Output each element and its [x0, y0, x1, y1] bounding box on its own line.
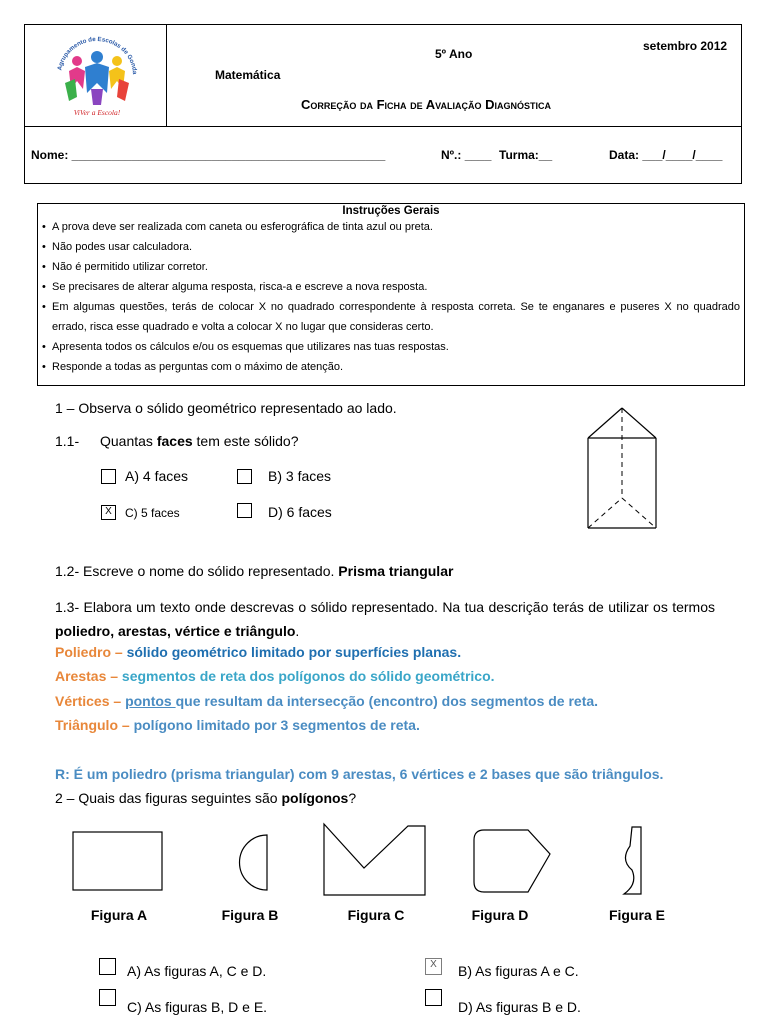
q11-option-a-checkbox[interactable]	[101, 469, 116, 484]
instruction-item: • A prova deve ser realizada com caneta ou esferográfica de tinta azul ou preta.	[42, 217, 740, 237]
figure-e-shape	[624, 827, 641, 894]
q11-option-c-checkbox[interactable]: X	[101, 505, 116, 520]
q11-option-d-label: D) 6 faces	[268, 504, 332, 520]
q11-text: Quantas faces tem este sólido?	[100, 433, 299, 449]
date-field: Data: ___/____/____	[609, 148, 723, 162]
q11-option-b-label: B) 3 faces	[268, 468, 332, 484]
figure-d-shape	[474, 830, 550, 892]
date-label: setembro 2012	[643, 39, 728, 53]
q12-answer: Prisma triangular	[338, 563, 454, 579]
figure-a-label: Figura A	[90, 907, 148, 923]
definition-poliedro: Poliedro – sólido geométrico limitado por superfícies planas.	[55, 644, 462, 660]
figure-a-rectangle	[73, 832, 162, 890]
q2-option-a-label: A) As figuras A, C e D.	[127, 963, 267, 979]
instruction-item: • Responde a todas as perguntas com o máximo de atenção.	[42, 357, 740, 377]
q1-stem: 1 – Observa o sólido geométrico representado ao lado.	[55, 400, 397, 416]
header-divider-horizontal	[25, 126, 741, 127]
school-logo	[47, 31, 147, 119]
q11-option-d-checkbox[interactable]	[237, 503, 252, 518]
definition-arestas: Arestas – segmentos de reta dos polígonos do sólido geométrico.	[55, 668, 495, 684]
q2-option-a-checkbox[interactable]	[99, 958, 116, 975]
instructions-title: Instruções Gerais	[342, 205, 440, 217]
figure-b-half-disc	[240, 835, 268, 890]
q12-text: 1.2- Escreve o nome do sólido representado. Prisma triangular	[55, 563, 454, 579]
q2-option-c-label: C) As figuras B, D e E.	[127, 999, 268, 1015]
number-field: Nº.: ____	[441, 148, 492, 162]
instructions-list	[38, 217, 744, 377]
figure-c-label: Figura C	[347, 907, 405, 923]
q2-option-c-checkbox[interactable]	[99, 989, 116, 1006]
q2-option-b-label: B) As figuras A e C.	[458, 963, 579, 979]
figure-b-label: Figura B	[221, 907, 279, 923]
instruction-item: • Apresenta todos os cálculos e/ou os esquemas que utilizares nas tuas respostas.	[42, 337, 740, 357]
header-box	[24, 24, 742, 184]
q1-answer: R: É um poliedro (prisma triangular) com 9 arestas, 6 vértices e 2 bases que são triângulos.	[55, 766, 664, 782]
polygon-figures	[60, 822, 700, 902]
figure-e-label: Figura E	[608, 907, 665, 923]
instruction-item: • Não podes usar calculadora.	[42, 237, 740, 257]
figure-c-polygon	[324, 824, 425, 895]
logo-text-bottom: ViVer a Escola!	[73, 108, 121, 117]
triangular-prism-figure	[580, 400, 670, 535]
instruction-item: • Não é permitido utilizar corretor.	[42, 257, 740, 277]
document-title: Correção da Ficha de Avaliação Diagnóstica	[301, 97, 552, 112]
definition-triangulo: Triângulo – polígono limitado por 3 segmentos de reta.	[55, 717, 420, 733]
instruction-item: • Em algumas questões, terás de colocar X no quadrado correspondente à resposta correta. Se te enganares e puseres X no quadrado errado, risca esse quadrado e volta a colocar X no lugar que consideras certo.	[42, 297, 740, 337]
q11-option-c-label: C) 5 faces	[125, 506, 180, 520]
q11-option-b-checkbox[interactable]	[237, 469, 252, 484]
name-field: Nome: _______________________________________________	[31, 148, 386, 162]
q2-option-d-label: D) As figuras B e D.	[458, 999, 581, 1015]
instructions-box	[37, 203, 745, 386]
header-divider-vertical	[166, 25, 167, 126]
definition-vertices: Vértices – pontos que resultam da intersecção (encontro) dos segmentos de reta.	[55, 693, 599, 709]
instruction-item: • Se precisares de alterar alguma resposta, risca-a e escreve a nova resposta.	[42, 277, 740, 297]
logo-text-top: Agrupamento de Escolas de Gonda	[56, 35, 139, 75]
figure-d-label: Figura D	[471, 907, 529, 923]
q2-stem: 2 – Quais das figuras seguintes são polígonos?	[55, 790, 357, 806]
q11-number: 1.1-	[55, 433, 80, 449]
q2-option-b-checkbox[interactable]: X	[425, 958, 442, 975]
q2-option-d-checkbox[interactable]	[425, 989, 442, 1006]
q13-text: 1.3- Elabora um texto onde descrevas o sólido representado. Na tua descrição terás de utilizar os termos poliedro, arestas, vértice e triângulo.	[55, 599, 715, 639]
q11-option-a-label: A) 4 faces	[125, 468, 189, 484]
year-label: 5º Ano	[435, 47, 473, 61]
class-field: Turma:__	[499, 148, 553, 162]
subject-label: Matemática	[215, 68, 281, 82]
